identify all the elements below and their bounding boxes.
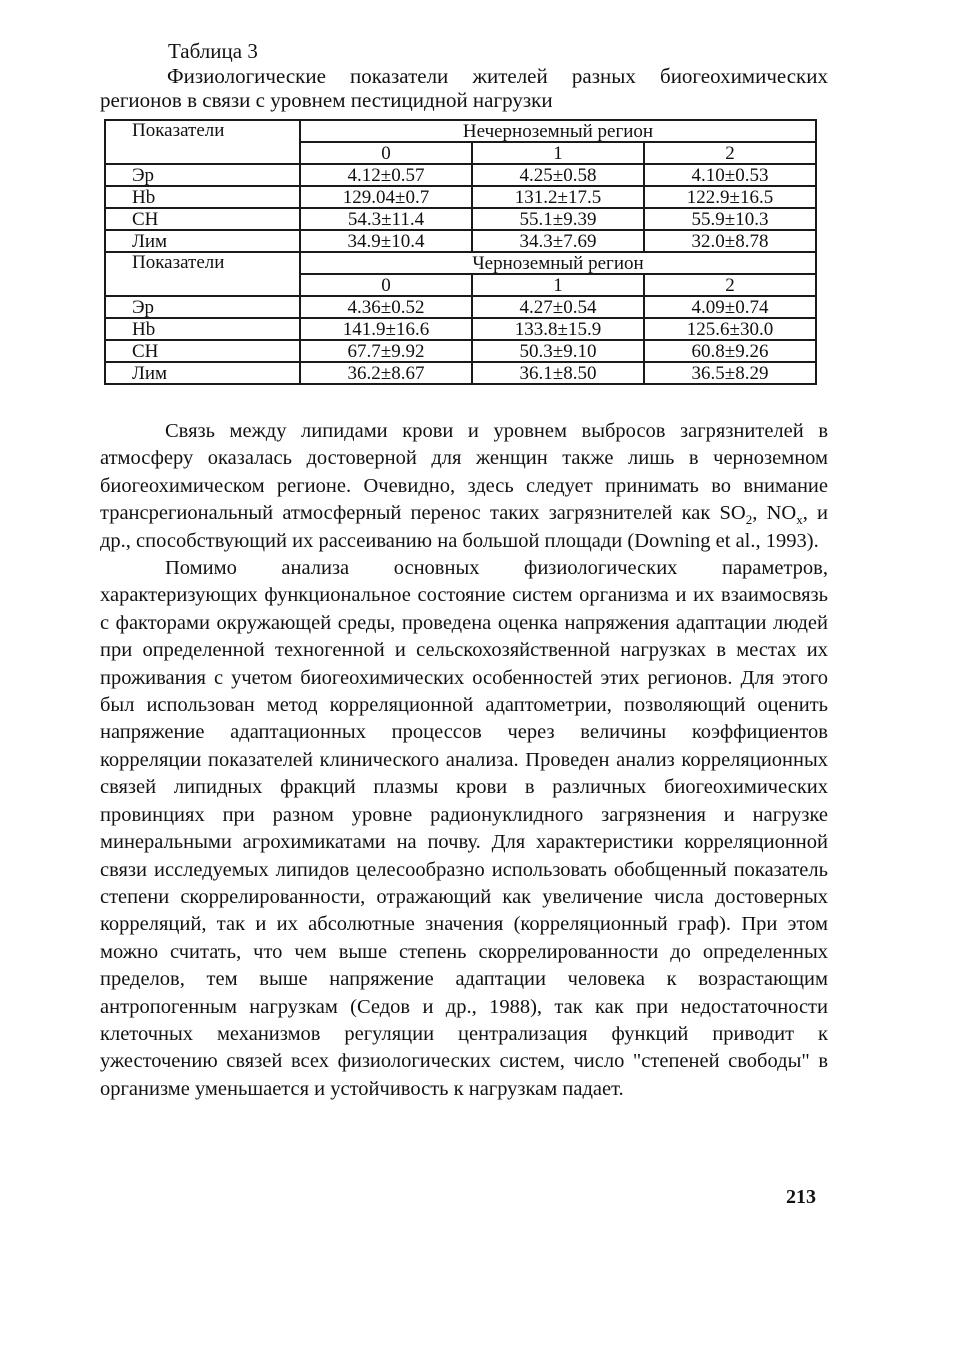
row-name: CH (105, 340, 300, 362)
row-name: Лим (105, 362, 300, 384)
paragraph-2: Помимо анализа основных физиологических параметров, характеризующих функциональное состояние систем организма и их взаимосвязь с факторами окружающей среды, проведена оценка напряжения адаптации людей при определенной техногенной и сельскохозяйственной нагрузках в местах их проживания с учетом биогеохимических особенностей этих регионов. Для этого был использован метод корреляционной адаптометрии, позволяющий оценить напряжение адаптационных процессов через величины коэффициентов корреляции показателей клинического анализа. Проведен анализ корреляционных связей липидных фракций плазмы крови в различных биогеохимических провинциях при разном уровне радионуклидного загрязнения и нагрузке минеральными агрохимикатами на почву. Для характеристики корреляционной связи исследуемых липидов целесообразно использовать обобщенный показатель степени скоррелированности, отражающий как увеличение числа достоверных корреляций, так и их абсолютные значения (корреляционный граф). При этом можно считать, что чем выше степень скоррелированности до определенных пределов, тем выше напряжение адаптации человека к возрастающим антропогенным нагрузкам (Седов и др., 1988), так как при недостаточности клеточных механизмов регуляции централизация функций приводит к ужесточению связей всех физиологических систем, число "степеней свободы" в организме уменьшается и устойчивость к нагрузкам падает. (100, 557, 828, 1100)
level-cell: 1 (472, 274, 644, 296)
subscript-2: 2 (745, 512, 753, 528)
paragraph-1-part-a: Связь между липидами крови и уровнем выбросов загрязнителей в атмосферу оказалась достоверной для женщин также лишь в черноземном биогеохимическом регионе. Очевидно, здесь следует принимать во внимание трансрегиональный атмосферный перенос таких загрязнителей как SO (100, 420, 828, 525)
row-name: Эр (105, 164, 300, 186)
level-cell: 0 (300, 142, 472, 164)
row-name: Лим (105, 230, 300, 252)
table-row (105, 164, 816, 186)
value-cell: 122.9±16.5 (644, 186, 816, 208)
value-cell: 125.6±30.0 (644, 318, 816, 340)
value-cell: 67.7±9.92 (300, 340, 472, 362)
row-name: Эр (105, 296, 300, 318)
value-cell: 55.1±9.39 (472, 208, 644, 230)
level-cell: 0 (300, 274, 472, 296)
header-indicators: Показатели (105, 252, 300, 296)
value-cell: 34.9±10.4 (300, 230, 472, 252)
table-row (105, 296, 816, 318)
region-header: Черноземный регион (300, 252, 816, 274)
subscript-x: x (796, 512, 803, 528)
value-cell: 32.0±8.78 (644, 230, 816, 252)
value-cell: 36.1±8.50 (472, 362, 644, 384)
paragraph-1-part-b: , NO (752, 502, 797, 525)
value-cell: 141.9±16.6 (300, 318, 472, 340)
row-name: CH (105, 208, 300, 230)
value-cell: 4.25±0.58 (472, 164, 644, 186)
table-row (105, 186, 816, 208)
value-cell: 36.2±8.67 (300, 362, 472, 384)
value-cell: 129.04±0.7 (300, 186, 472, 208)
header-indicators: Показатели (105, 120, 300, 164)
value-cell: 60.8±9.26 (644, 340, 816, 362)
value-cell: 4.10±0.53 (644, 164, 816, 186)
table-row (105, 362, 816, 384)
value-cell: 4.27±0.54 (472, 296, 644, 318)
value-cell: 50.3±9.10 (472, 340, 644, 362)
table-row (105, 318, 816, 340)
level-cell: 1 (472, 142, 644, 164)
value-cell: 34.3±7.69 (472, 230, 644, 252)
row-name: Hb (105, 186, 300, 208)
table-row (105, 208, 816, 230)
value-cell: 36.5±8.29 (644, 362, 816, 384)
row-name: Hb (105, 318, 300, 340)
value-cell: 55.9±10.3 (644, 208, 816, 230)
level-cell: 2 (644, 274, 816, 296)
table-caption: Физиологические показатели жителей разных биогеохимических регионов в связи с уровнем пестицидной нагрузки (100, 64, 828, 112)
region-header: Нечерноземный регион (300, 120, 816, 142)
value-cell: 4.12±0.57 (300, 164, 472, 186)
paragraph-1 (100, 418, 828, 555)
table-row (105, 340, 816, 362)
value-cell: 4.09±0.74 (644, 296, 816, 318)
table-row (105, 230, 816, 252)
table-header-row (105, 252, 816, 274)
physiology-table (104, 119, 817, 385)
table-label: Таблица 3 (168, 39, 258, 63)
paragraph-1-part-c: , и др., способствующий их рассеиванию на большой площади (Downing et al., 1993). (100, 502, 828, 552)
table-header-row (105, 120, 816, 142)
level-cell: 2 (644, 142, 816, 164)
value-cell: 4.36±0.52 (300, 296, 472, 318)
value-cell: 133.8±15.9 (472, 318, 644, 340)
body-text (100, 418, 828, 1103)
value-cell: 131.2±17.5 (472, 186, 644, 208)
page-number: 213 (786, 1186, 816, 1208)
value-cell: 54.3±11.4 (300, 208, 472, 230)
